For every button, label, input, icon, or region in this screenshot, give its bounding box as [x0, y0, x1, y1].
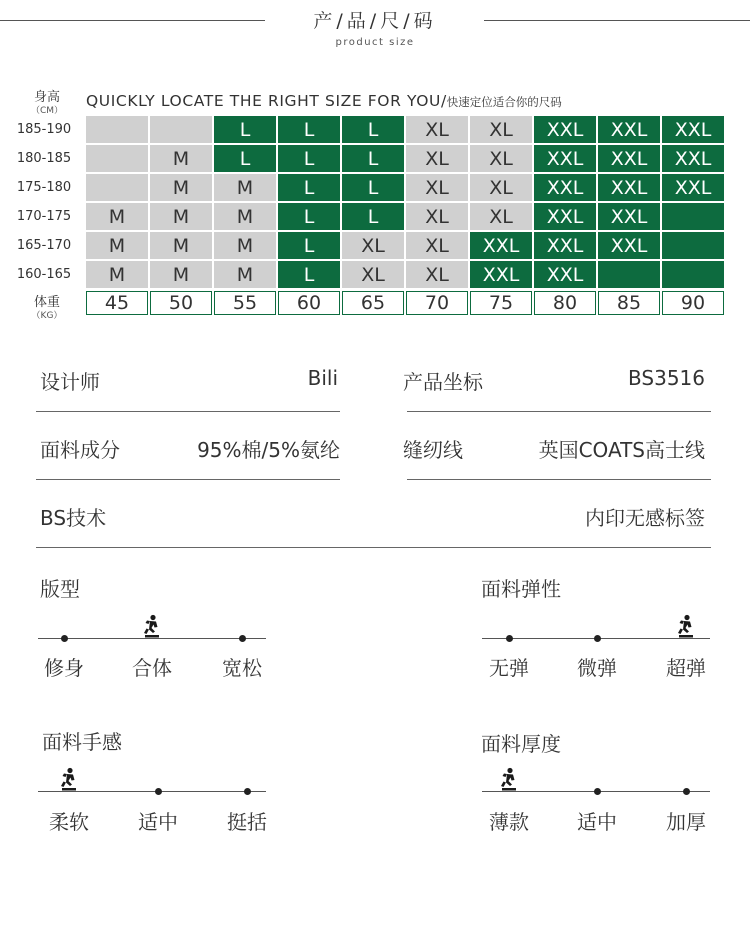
size-cell: XXL — [662, 174, 724, 201]
size-cell: XXL — [534, 174, 596, 201]
size-cell: XL — [406, 174, 468, 201]
size-cell: L — [278, 174, 340, 201]
height-range-label: 165-170 — [16, 238, 72, 253]
size-cell: L — [214, 116, 276, 143]
size-cell: XXL — [534, 232, 596, 259]
scale-option-label: 薄款 — [489, 810, 529, 834]
weight-cell: 45 — [86, 291, 148, 315]
designer-value: Bili — [307, 366, 338, 390]
runner-icon — [498, 767, 520, 793]
size-cell: XXL — [662, 145, 724, 172]
scale-option-label: 无弹 — [489, 656, 529, 680]
size-cell: M — [214, 261, 276, 288]
scale-option-label: 适中 — [577, 810, 617, 834]
fit-title: 版型 — [40, 577, 80, 601]
size-cell: XL — [342, 261, 404, 288]
size-cell: L — [278, 232, 340, 259]
size-cell: XL — [406, 145, 468, 172]
size-cell: XL — [470, 116, 532, 143]
size-cell: L — [278, 203, 340, 230]
size-cell: M — [150, 174, 212, 201]
divider — [407, 479, 711, 480]
size-cell — [86, 174, 148, 201]
size-cell: XL — [342, 232, 404, 259]
thread-value: 英国COATS高士线 — [538, 438, 705, 462]
tech-label: BS技术 — [40, 506, 107, 530]
size-cell: M — [150, 232, 212, 259]
scale-option-label: 加厚 — [666, 810, 706, 834]
scale-option-label: 挺括 — [227, 810, 267, 834]
size-cell: M — [86, 232, 148, 259]
size-cell: L — [342, 145, 404, 172]
height-range-label: 175-180 — [16, 180, 72, 195]
runner-icon — [141, 614, 163, 640]
fabric-value: 95%棉/5%氨纶 — [197, 438, 340, 462]
size-cell: M — [214, 174, 276, 201]
divider — [36, 547, 711, 548]
scale-option-label: 宽松 — [222, 656, 262, 680]
scale-option-label: 修身 — [44, 656, 84, 680]
weight-cell: 90 — [662, 291, 724, 315]
height-range-label: 170-175 — [16, 209, 72, 224]
size-cell: XXL — [598, 203, 660, 230]
scale-option-label: 合体 — [132, 656, 172, 680]
scale-dot — [155, 788, 162, 795]
product-code-label: 产品坐标 — [403, 370, 483, 394]
chart-title-cn: 快速定位适合你的尺码 — [446, 95, 562, 109]
size-cell — [662, 232, 724, 259]
size-cell: L — [278, 261, 340, 288]
weight-cell: 75 — [470, 291, 532, 315]
size-cell: L — [342, 203, 404, 230]
size-cell: XL — [406, 116, 468, 143]
scale-option-label: 适中 — [138, 810, 178, 834]
divider — [407, 411, 711, 412]
size-cell — [598, 261, 660, 288]
designer-label: 设计师 — [40, 370, 100, 394]
weight-cell: 60 — [278, 291, 340, 315]
product-code-value: BS3516 — [628, 366, 705, 390]
scale-dot — [594, 788, 601, 795]
hand-feel-title: 面料手感 — [42, 730, 122, 754]
weight-cell: 70 — [406, 291, 468, 315]
thickness-title: 面料厚度 — [481, 732, 561, 756]
size-cell: M — [86, 261, 148, 288]
weight-cell: 85 — [598, 291, 660, 315]
size-cell: M — [150, 203, 212, 230]
size-cell — [86, 145, 148, 172]
size-cell: XL — [470, 145, 532, 172]
size-cell: XXL — [470, 261, 532, 288]
page-subtitle: product size — [335, 37, 415, 48]
tech-value: 内印无感标签 — [585, 506, 705, 530]
weight-cell: 65 — [342, 291, 404, 315]
weight-cell: 50 — [150, 291, 212, 315]
height-label: 身高 — [33, 90, 60, 105]
size-cell: L — [278, 145, 340, 172]
scale-dot — [239, 635, 246, 642]
height-range-label: 160-165 — [16, 267, 72, 282]
size-cell: XXL — [534, 261, 596, 288]
height-range-label: 185-190 — [16, 122, 72, 137]
size-cell: XL — [406, 203, 468, 230]
size-cell: XXL — [598, 232, 660, 259]
scale-dot — [594, 635, 601, 642]
size-cell: M — [214, 203, 276, 230]
scale-option-label: 超弹 — [666, 656, 706, 680]
size-cell: M — [214, 232, 276, 259]
scale-dot — [506, 635, 513, 642]
page-title: 产/品/尺/码 — [313, 10, 437, 32]
size-cell: XXL — [534, 145, 596, 172]
scale-dot — [683, 788, 690, 795]
elasticity-title: 面料弹性 — [481, 577, 561, 601]
runner-icon — [675, 614, 697, 640]
divider — [36, 479, 340, 480]
size-cell: XXL — [470, 232, 532, 259]
scale-dot — [61, 635, 68, 642]
size-cell — [86, 116, 148, 143]
runner-icon — [58, 767, 80, 793]
size-cell: XXL — [598, 145, 660, 172]
size-cell: XXL — [534, 203, 596, 230]
size-cell: XXL — [598, 116, 660, 143]
scale-option-label: 微弹 — [577, 656, 617, 680]
weight-cell: 55 — [214, 291, 276, 315]
height-range-label: 180-185 — [16, 151, 72, 166]
size-cell: XL — [470, 203, 532, 230]
divider — [36, 411, 340, 412]
height-unit: （CM） — [30, 106, 64, 116]
scale-dot — [244, 788, 251, 795]
weight-unit: （KG） — [31, 311, 63, 321]
weight-label: 体重 — [33, 295, 60, 310]
size-cell: XL — [406, 261, 468, 288]
size-cell: XXL — [534, 116, 596, 143]
size-cell: XL — [406, 232, 468, 259]
thread-label: 缝纫线 — [403, 438, 463, 462]
size-cell: L — [342, 174, 404, 201]
weight-cell: 80 — [534, 291, 596, 315]
size-cell — [662, 203, 724, 230]
size-cell — [150, 116, 212, 143]
size-cell: L — [342, 116, 404, 143]
size-cell: L — [278, 116, 340, 143]
chart-title — [86, 92, 562, 110]
size-cell: M — [86, 203, 148, 230]
size-cell: XXL — [598, 174, 660, 201]
fabric-label: 面料成分 — [40, 438, 120, 462]
size-cell: XL — [470, 174, 532, 201]
size-cell: M — [150, 261, 212, 288]
size-cell — [662, 261, 724, 288]
scale-option-label: 柔软 — [49, 810, 89, 834]
size-cell: M — [150, 145, 212, 172]
size-cell: XXL — [662, 116, 724, 143]
chart-title-en: QUICKLY LOCATE THE RIGHT SIZE FOR YOU/ — [86, 92, 447, 110]
size-cell: L — [214, 145, 276, 172]
